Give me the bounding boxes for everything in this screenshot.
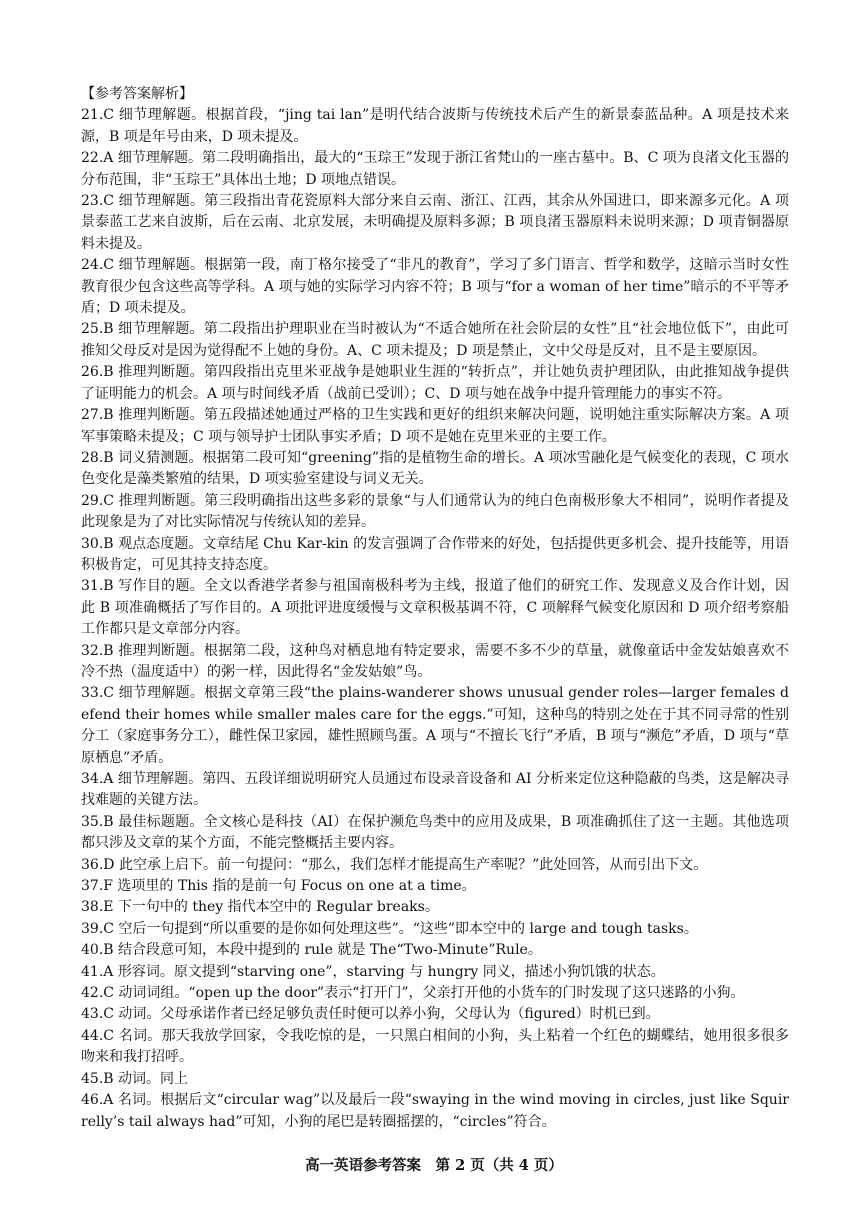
answer-explanations <box>81 84 789 1133</box>
answer-item-42: 42.C 动词词组。“open up the door”表示“打开门”，父亲打开他的小货车的门时发现了这只迷路的小狗。 <box>81 985 745 1002</box>
answer-item-45: 45.B 动词。同上 <box>81 1070 189 1087</box>
answer-item-26: 26.B 推理判断题。第四段指出克里米亚战争是她职业生涯的“转折点”，并让她负责护理团队，由此推知战争提供了证明能力的机会。A 项与时间线矛盾（战前已受训）；C、D 项与她在战争中提升管理能力的事实不符。 <box>81 364 789 402</box>
answer-item-31: 31.B 写作目的题。全文以香港学者参与祖国南极科考为主线，报道了他们的研究工作、发现意义及合作计划，因此 B 项准确概括了写作目的。A 项批评进度缓慢与文章积极基调不符，C 项解释气候变化原因和 D 项介绍考察船工作都只是文章部分内容。 <box>81 578 789 638</box>
answer-item-28: 28.B 词义猜测题。根据第二段可知“greening”指的是植物生命的增长。A 项冰雪融化是气候变化的表现，C 项水色变化是藻类繁殖的结果，D 项实验室建设与词义无关。 <box>81 449 789 488</box>
answer-item-44: 44.C 名词。那天我放学回家，令我吃惊的是，一只黑白相间的小狗，头上粘着一个红色的蝴蝶结，她用很多很多吻来和我打招呼。 <box>81 1027 789 1066</box>
answer-item-25: 25.B 细节理解题。第二段指出护理职业在当时被认为“不适合她所在社会阶层的女性”且“社会地位低下”，由此可推知父母反对是因为觉得配不上她的身份。A、C 项未提及；D 项是禁止，文中父母是反对，且不是主要原因。 <box>81 321 789 359</box>
answer-item-34: 34.A 细节理解题。第四、五段详细说明研究人员通过布设录音设备和 AI 分析来定位这种隐蔽的鸟类，这是解决寻找难题的关键方法。 <box>81 771 789 809</box>
answer-item-40: 40.B 结合段意可知，本段中提到的 rule 就是 The“Two-Minute”Rule。 <box>81 942 542 959</box>
answer-item-22: 22.A 细节理解题。第二段明确指出，最大的“玉琮王”发现于浙江省梵山的一座古墓中。B、C 项为良渚文化玉器的分布范围，非“玉琮王”具体出土地；D 项地点错误。 <box>81 150 789 188</box>
answer-item-32: 32.B 推理判断题。根据第二段，这种鸟对栖息地有特定要求，需要不多不少的草量，就像童话中金发姑娘喜欢不冷不热（温度适中）的粥一样，因此得名“金发姑娘”鸟。 <box>81 642 789 680</box>
answer-item-21: 21.C 细节理解题。根据首段，“jing tai lan”是明代结合波斯与传统技术后产生的新景泰蓝品种。A 项是技术来源，B 项是年号由来，D 项未提及。 <box>81 107 789 145</box>
answer-item-39: 39.C 空后一句提到“所以重要的是你如何处理这些”。“这些”即本空中的 large and tough tasks。 <box>81 920 698 937</box>
answer-item-37: 37.F 选项里的 This 指的是前一句 Focus on one at a time。 <box>81 878 476 895</box>
answer-item-27: 27.B 推理判断题。第五段描述她通过严格的卫生实践和更好的组织来解决问题，说明她注重实际解决方案。A 项军事策略未提及；C 项与领导护士团队事实矛盾；D 项不是她在克里米亚的主要工作。 <box>81 407 789 445</box>
answer-item-38: 38.E 下一句中的 they 指代本空中的 Regular breaks。 <box>81 899 439 916</box>
answer-item-43: 43.C 动词。父母承诺作者已经足够负责任时便可以养小狗，父母认为（figured）时机已到。 <box>81 1006 660 1023</box>
answer-item-35: 35.B 最佳标题题。全文核心是科技（AI）在保护濒危鸟类中的应用及成果，B 项准确抓住了这一主题。其他选项都只涉及文章的某个方面，不能完整概括主要内容。 <box>81 813 789 852</box>
answer-item-29: 29.C 推理判断题。第三段明确指出这些多彩的景象“与人们通常认为的纯白色南极形象大不相同”，说明作者提及此现象是为了对比实际情况与传统认知的差异。 <box>81 492 789 531</box>
answer-item-41: 41.A 形容词。原文提到“starving one”，starving 与 hungry 同义，描述小狗饥饿的状态。 <box>81 963 665 980</box>
answer-item-23: 23.C 细节理解题。第三段指出青花瓷原料大部分来自云南、浙江、江西，其余从外国进口，即来源多元化。A 项景泰蓝工艺来自波斯，后在云南、北京发展，未明确提及原料多源；B 项良渚玉器原料未说明来源；D 项青铜器原料未提及。 <box>81 193 789 252</box>
page-footer: 高一英语参考答案 第 2 页（共 4 页） <box>305 1157 563 1174</box>
answer-item-24: 24.C 细节理解题。根据第一段，南丁格尔接受了“非凡的教育”，学习了多门语言、哲学和数学，这暗示当时女性教育很少包含这些高等学科。A 项与她的实际学习内容不符；B 项与“for a woman of her time”暗示的不平等矛盾；D 项未提及。 <box>81 257 789 317</box>
answer-item-30: 30.B 观点态度题。文章结尾 Chu Kar-kin 的发言强调了合作带来的好处，包括提供更多机会、提升技能等，用语积极肯定，可见其持支持态度。 <box>81 535 789 573</box>
section-heading: 【参考答案解析】 <box>81 86 193 102</box>
answer-item-33: 33.C 细节理解题。根据文章第三段“the plains-wanderer shows unusual gender roles—larger females defend their homes while smaller males care for the eggs.”可知，这种鸟的特别之处在于其不同寻常的性别分工（家庭事务分工），雌性保卫家园，雄性照顾鸟蛋。A 项与“不擅长飞行”矛盾，B 项与“濒危”矛盾，D 项与“草原栖息”矛盾。 <box>81 685 789 766</box>
answer-item-36: 36.D 此空承上启下。前一句提问：“那么，我们怎样才能提高生产率呢？”此处回答，从而引出下文。 <box>81 856 708 873</box>
answer-item-46: 46.A 名词。根据后文“circular wag”以及最后一段“swaying in the wind moving in circles, just like Squirrelly’s tail always had”可知，小狗的尾巴是转圈摇摆的，“circles”符合。 <box>81 1092 789 1130</box>
